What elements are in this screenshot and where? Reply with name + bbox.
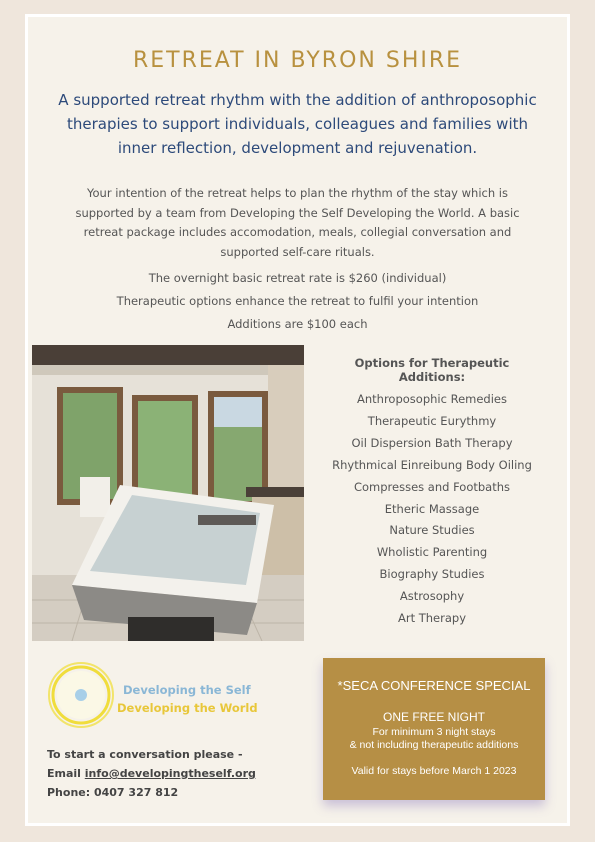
option-item: Therapeutic Eurythmy [367, 413, 497, 428]
option-item: Biography Studies [379, 567, 485, 582]
special-conditions [323, 726, 545, 752]
contact-block [47, 745, 256, 802]
intro-paragraph: Your intention of the retreat helps to plan the rhythm of the stay which is supported by a team from Developing the Self Developing the World. A basic retreat package includes accomodation, meals, collegial conversation and supported self-care rituals. [75, 186, 520, 259]
options-note: Therapeutic options enhance the retreat to fulfil your intention [116, 294, 479, 308]
special-condition-2: & not including therapeutic additions [349, 739, 519, 751]
logo-line-1: Developing the Self [123, 683, 251, 697]
option-item: Art Therapy [397, 611, 467, 626]
contact-email-line [47, 764, 256, 783]
option-item: Etheric Massage [384, 501, 480, 516]
special-offer: ONE FREE NIGHT [382, 710, 485, 724]
option-item: Oil Dispersion Bath Therapy [351, 435, 513, 450]
contact-phone: Phone: 0407 327 812 [47, 786, 179, 799]
contact-prompt: To start a conversation please - [47, 748, 243, 761]
option-item: Rhythmical Einreibung Body Oiling [332, 457, 532, 472]
email-label: Email [47, 767, 85, 780]
option-item: Wholistic Parenting [376, 545, 488, 560]
conference-special-box [323, 658, 545, 800]
option-item: Compresses and Footbaths [353, 479, 511, 494]
subtitle: A supported retreat rhythm with the addition of anthroposophic therapies to support individuals, colleagues and families with inner reflection, development and rejuvenation. [58, 91, 537, 157]
therapeutic-options [326, 356, 538, 630]
logo-line-2: Developing the World [117, 701, 258, 715]
options-heading: Options for Therapeutic Additions: [354, 356, 510, 384]
option-item: Anthroposophic Remedies [357, 392, 507, 406]
email-link[interactable]: info@developingtheself.org [84, 767, 256, 780]
page-title: RETREAT IN BYRON SHIRE [132, 48, 463, 73]
special-valid: Valid for stays before March 1 2023 [351, 765, 517, 777]
bath-room-photo [32, 345, 304, 641]
basic-rate: The overnight basic retreat rate is $260 (individual) [148, 271, 447, 285]
option-item: Astrosophy [399, 589, 465, 604]
bath-room-image [32, 345, 304, 641]
additions-price: Additions are $100 each [227, 317, 368, 331]
special-condition-1: For minimum 3 night stays [372, 726, 496, 738]
special-title: *SECA CONFERENCE SPECIAL [337, 678, 531, 693]
option-item: Nature Studies [389, 523, 475, 538]
